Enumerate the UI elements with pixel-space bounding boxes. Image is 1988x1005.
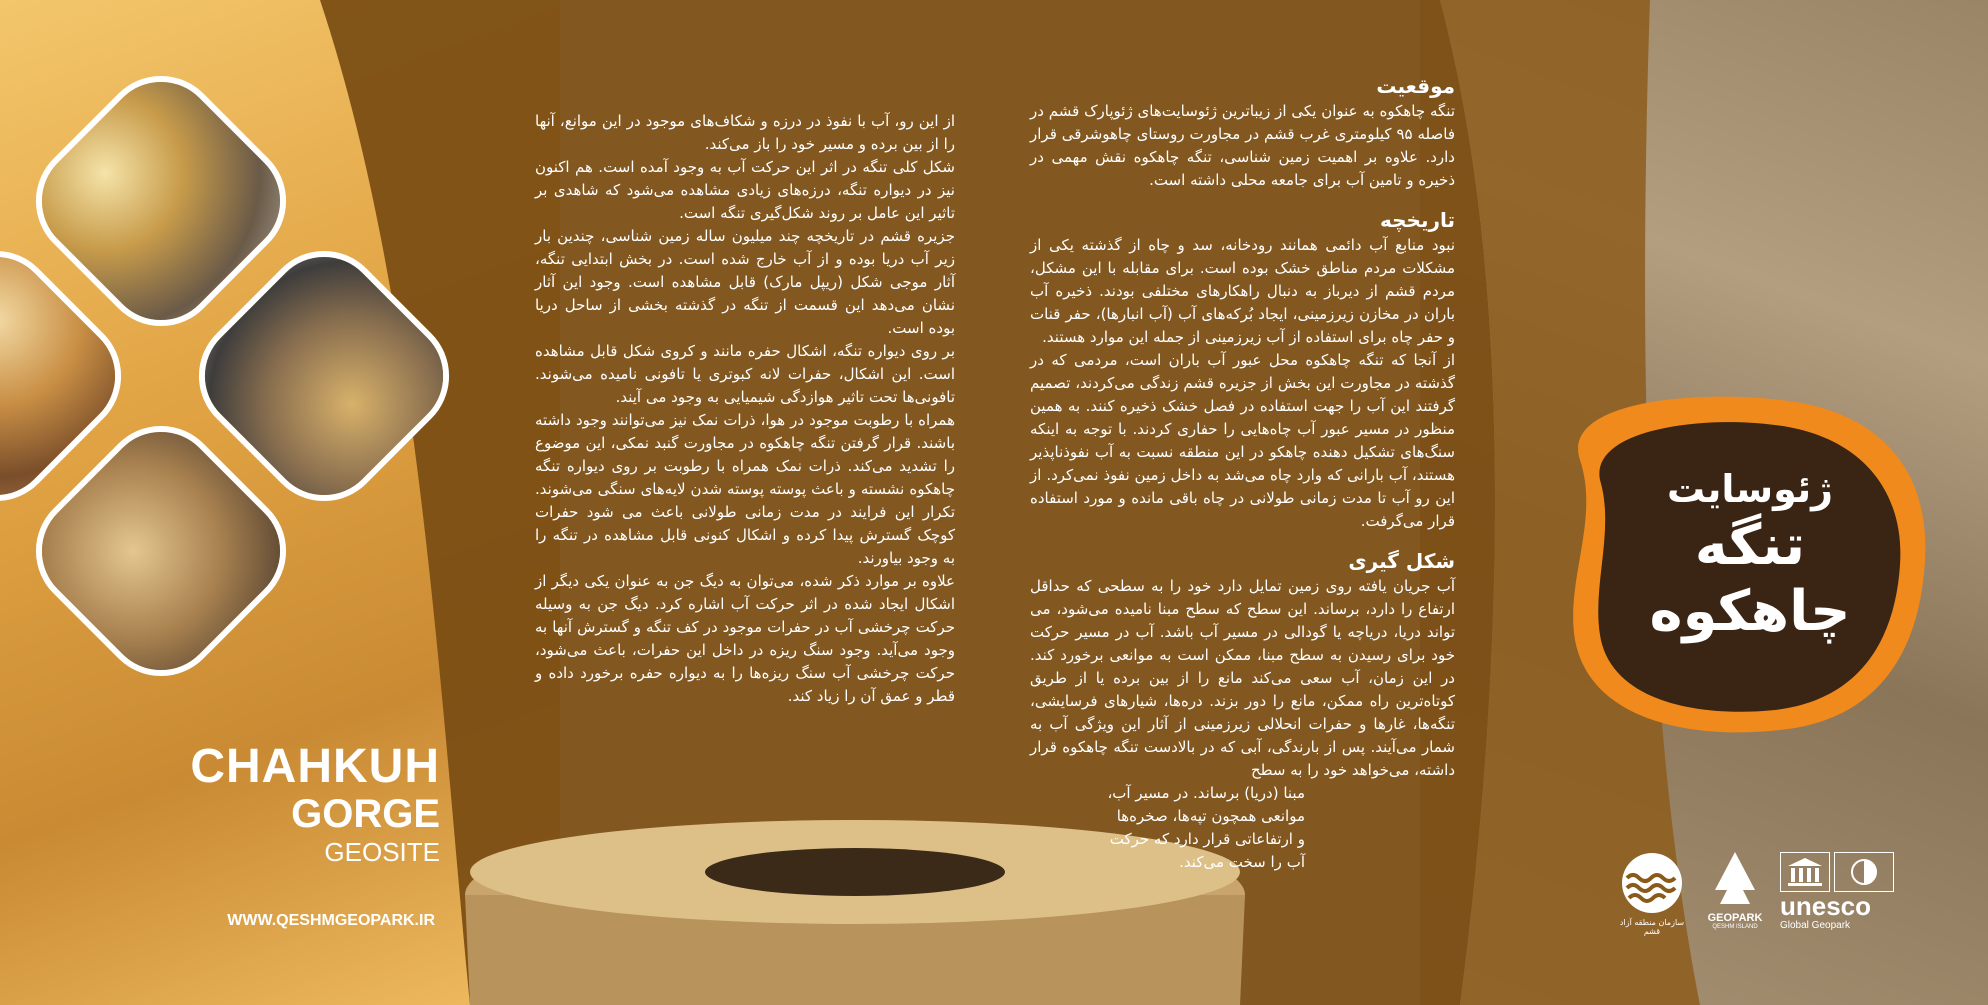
formation-tail [1030, 782, 1455, 874]
right-text-column [1030, 72, 1455, 874]
formation-tail-line-1: مبنا (دریا) برساند. در مسیر آب، [1107, 784, 1305, 802]
middle-paragraph-6: علاوه بر موارد ذکر شده، می‌توان به دیگ جن به عنوان یکی دیگر از اشکال ایجاد شده در اثر حرکت آب اشاره کرد. دیگ جن به وسیله حرکت چرخشی آب در حفرات موجود در کف تنگه و گسترش آنها به وجود می‌آید. وجود سنگ ریزه در داخل این حفرات، باعث می‌شود، حرکت چرخشی آب سنگ ریزه‌ها را به دیواره حفره برخورد داده و قطر و عمق آن را زیاد کند. [535, 572, 955, 705]
waves-icon [1621, 852, 1683, 914]
history-paragraph-2: از آنجا که تنگه چاهکوه محل عبور آب باران است، مردمی که در گذشته در مجاورت این بخش از جزیره قشم زندگی می‌کردند، تصمیم گرفتند این آب را جهت استفاده در فصل خشک ذخیره کنند. به همین منظور در مسیر عبور آب چاه‌هایی را حفاری کردند. با توجه به اینکه سنگ‌های تشکیل دهنده چاهکو در این منطقه نسبت به آب نفوذناپذیر هستند، آب بارانی که وارد چاه می‌شد به داخل زمین نفوذ نمی‌کرد. از این رو آب تا مدت زمانی طولانی در چاه باقی مانده و مورد استفاده قرار می‌گرفت. [1030, 351, 1455, 530]
free-zone-label: سازمان منطقه آزاد قشم [1619, 918, 1685, 936]
geopark-label: GEOPARK [1707, 912, 1763, 924]
geopark-sublabel: QESHM ISLAND [1712, 924, 1758, 930]
title-en-line2: GORGE [291, 792, 440, 836]
persian-title [1615, 465, 1885, 645]
temple-icon [1780, 852, 1830, 892]
title-fa-line2: تنگه [1694, 513, 1806, 578]
history-paragraph-1: نبود منابع آب دائمی همانند رودخانه، سد و چاه از گذشته یکی از مشکلات مردم مناطق خشک بوده است. برای مقابله با این مشکل، مردم قشم از دیرباز به دنبال راهکارهای مختلفی بودند. ذخیره آب باران در مخازن زیرزمینی، ایجاد بُرکه‌های آب (آب انبارها)، حفر قنات و حفر چاه برای استفاده از آب زیرزمینی از جمله این موارد هستند. [1030, 236, 1455, 346]
mountain-icon [1710, 850, 1760, 908]
english-title [150, 742, 440, 868]
middle-paragraph-4: بر روی دیواره تنگه، اشکال حفره مانند و کروی شکل قابل مشاهده است. این اشکال، حفرات لانه کبوتری یا تافونی نامیده می‌شوند. تافونی‌ها تحت تاثیر هوازدگی شیمیایی به وجود می آیند. [535, 342, 955, 406]
globe-icon [1834, 852, 1894, 892]
geopark-logo [1700, 850, 1770, 930]
unesco-label: unesco [1780, 891, 1872, 921]
middle-text-column [535, 110, 955, 708]
website-url[interactable]: WWW.QESHMGEOPARK.IR [227, 912, 435, 929]
middle-paragraph-3: جزیره قشم در تاریخچه چند میلیون ساله زمین شناسی، چندین بار زیر آب دریا بوده و از آب خارج شده است. در بخش ابتدایی تنگه، آثار موجی شکل (ریپل مارک) قابل مشاهده است. وجود این آثار نشان می‌دهد این قسمت از تنگه در گذشته بخشی از ساحل دریا بوده است. [535, 227, 955, 337]
formation-body: آب جریان یافته روی زمین تمایل دارد خود را به سطحی که حداقل ارتفاع را دارد، برساند. این سطح که سطح مبنا نامیده می‌شود، می تواند دریا، دریاچه یا گودالی در مسیر آب باشد. آب در مسیر حرکت خود برای رسیدن به سطح مبنا، ممکن است به موانعی برخورد کند. در این زمان، آب سعی می‌کند مانع را از بین برده یا از طریق کوتاه‌ترین راه ممکن، مانع را دور بزند. دره‌ها، شیارهای فرسایشی، تنگه‌ها، غارها و حفرات انحلالی زیرزمینی از آثار این ویژگی آب به شمار می‌آیند. پس از بارندگی، آبی که در بالادست تنگه چاهکوه قرار داشته، می‌خواهد خود را به سطح [1030, 577, 1455, 779]
title-en-line1: CHAHKUH [190, 740, 440, 793]
formation-heading: شکل گیری [1348, 549, 1455, 573]
formation-tail-line-3: و ارتفاعاتی قرار دارد که حرکت [1109, 830, 1305, 848]
title-en-line3: GEOSITE [324, 837, 440, 867]
middle-paragraph-2: شکل کلی تنگه در اثر این حرکت آب به وجود آمده است. هم اکنون نیز در دیواره تنگه، درزه‌های زیادی مشاهده می‌شود که شاهدی بر تاثیر این عامل بر روند شکل‌گیری تنگه است. [535, 158, 955, 222]
formation-tail-line-2: موانعی همچون تپه‌ها، صخره‌ها [1116, 807, 1305, 825]
unesco-sublabel: Global Geopark [1780, 920, 1851, 931]
formation-tail-line-4: آب را سخت می‌کند. [1179, 853, 1305, 871]
unesco-logo [1780, 852, 1895, 931]
title-fa-line3: چاهکوه [1649, 579, 1851, 644]
free-zone-logo [1612, 852, 1692, 936]
middle-paragraph-5: همراه با رطوبت موجود در هوا، ذرات نمک نیز می‌توانند وجود داشته باشند. قرار گرفتن تنگه چاهکوه در مجاورت گنبد نمکی، این موضوع را تشدید می‌کند. ذرات نمک همراه با رطوبت بر روی دیواره تنگه چاهکوه نشسته و باعث پوسته پوسته شدن لایه‌های سنگی می‌شوند. تکرار این فرایند در مدت زمانی طولانی باعث می شود حفرات کوچک گسترش پیدا کرده و اشکال کنونی قابل مشاهده در تنگه را به وجود بیاورند. [535, 411, 955, 567]
middle-paragraph-1: از این رو، آب با نفوذ در درزه و شکاف‌های موجود در این موانع، آنها را از بین برده و مسیر خود را باز می‌کند. [535, 112, 955, 153]
title-fa-line1: ژئوسایت [1666, 467, 1834, 511]
location-body: تنگه چاهکوه به عنوان یکی از زیباترین ژئوسایت‌های ژئوپارک قشم در فاصله ۹۵ کیلومتری غرب قشم در مجاورت روستای چاهوشرقی قرار دارد. علاوه بر اهمیت زمین شناسی، تنگه چاهکوه نقش مهمی در ذخیره و تامین آب برای جامعه محلی داشته است. [1030, 102, 1455, 189]
location-heading: موقعیت [1376, 74, 1455, 98]
history-heading: تاریخچه [1380, 208, 1455, 232]
